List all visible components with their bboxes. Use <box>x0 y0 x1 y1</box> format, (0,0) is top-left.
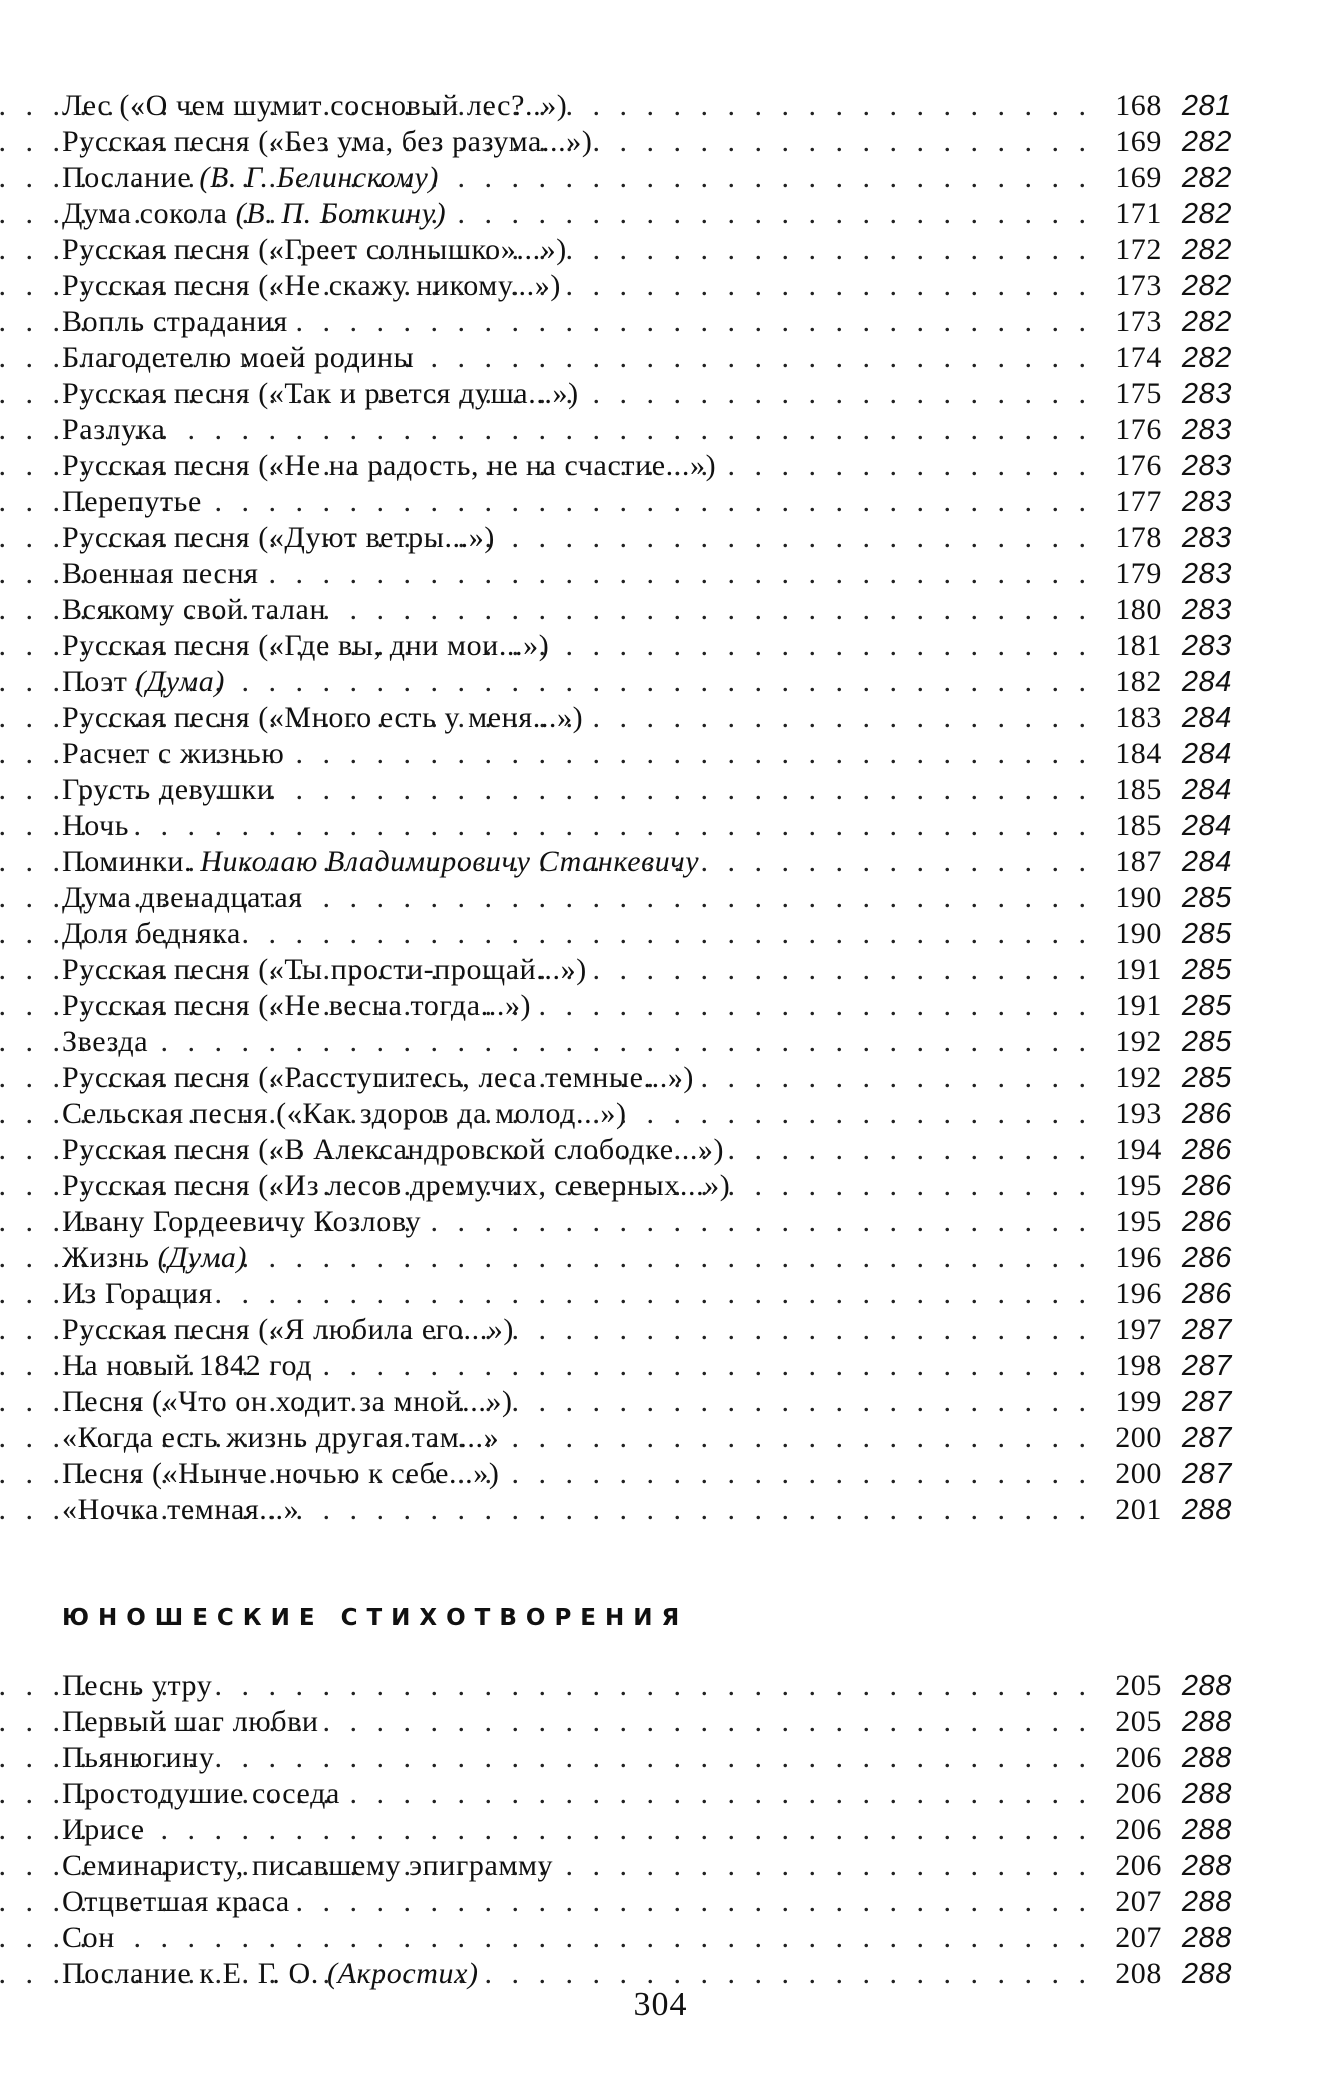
entry-title-text: Русская песня («Расступитесь, леса темные...») <box>62 1061 695 1094</box>
entry-title-text: Русская песня («Дуют ветры...») <box>62 521 495 554</box>
entry-title-text: Русская песня («Греет солнышко»...») <box>62 233 567 266</box>
dot-leader <box>235 664 1086 700</box>
toc-entry <box>62 700 1232 736</box>
entry-comment-page: 286 <box>1181 1278 1232 1310</box>
entry-page-number: 172 <box>1115 233 1162 266</box>
toc-entry <box>62 1384 1232 1420</box>
toc-entry <box>62 304 1232 340</box>
entry-comment-page: 282 <box>1181 270 1232 302</box>
dot-leader <box>505 520 1086 556</box>
entry-page-number: 201 <box>1115 1493 1162 1526</box>
entry-title-text: Военная песня <box>62 557 259 590</box>
entry-title-text: Пьянюгину <box>62 1741 215 1774</box>
toc-entry <box>62 160 1232 196</box>
entry-title-italic: (В. П. Боткину) <box>235 197 447 230</box>
entry-comment-page: 283 <box>1181 414 1232 446</box>
toc-entry <box>62 772 1232 808</box>
entry-title-text: Русская песня («Я любила его...») <box>62 1313 514 1346</box>
dot-leader <box>524 1312 1086 1348</box>
entry-title-text: Лес («О чем шумит сосновый лес?..») <box>62 89 568 122</box>
contents-list-section <box>62 1668 1232 1992</box>
toc-entry <box>62 592 1232 628</box>
entry-page-number: 191 <box>1115 953 1162 986</box>
entry-page-number: 193 <box>1115 1097 1162 1130</box>
dot-leader <box>509 1456 1086 1492</box>
dot-leader <box>313 880 1086 916</box>
dot-leader <box>223 1276 1086 1312</box>
toc-entry <box>62 808 1232 844</box>
entry-comment-page: 285 <box>1181 882 1232 914</box>
entry-title-text: Поэт <box>62 665 128 698</box>
dot-leader <box>593 700 1086 736</box>
entry-title-text: Доля бедняка <box>62 917 241 950</box>
entry-comment-page: 287 <box>1181 1422 1232 1454</box>
entry-page-number: 200 <box>1115 1421 1162 1454</box>
toc-entry <box>62 1420 1232 1456</box>
entry-page-number: 176 <box>1115 449 1162 482</box>
toc-entry <box>62 1884 1232 1920</box>
entry-comment-page: 285 <box>1181 954 1232 986</box>
entry-comment-page: 282 <box>1181 126 1232 158</box>
entry-comment-page: 283 <box>1181 450 1232 482</box>
dot-leader <box>431 1204 1086 1240</box>
entry-title-text: Послание <box>62 161 192 194</box>
toc-entry <box>62 1132 1232 1168</box>
entry-title-text: Русская песня («Ты прости-прощай...») <box>62 953 587 986</box>
dot-leader <box>309 1492 1086 1528</box>
entry-page-number: 198 <box>1115 1349 1162 1382</box>
toc-entry <box>62 1456 1232 1492</box>
dot-leader <box>709 844 1086 880</box>
entry-page-number: 208 <box>1115 1957 1162 1990</box>
toc-entry <box>62 952 1232 988</box>
entry-comment-page: 285 <box>1181 990 1232 1022</box>
entry-title-text: Ирисе <box>62 1813 145 1846</box>
entry-comment-page: 288 <box>1181 1922 1232 1954</box>
entry-title-text: Послание к Е. Г. О. <box>62 1957 319 1990</box>
entry-comment-page: 287 <box>1181 1386 1232 1418</box>
dot-leader <box>523 1384 1086 1420</box>
entry-title-italic: Николаю Владимировичу Станкевичу <box>200 845 700 878</box>
entry-comment-page: 288 <box>1181 1886 1232 1918</box>
toc-entry <box>62 196 1232 232</box>
entry-title-italic: (Дума) <box>157 1241 248 1274</box>
toc-entry <box>62 1204 1232 1240</box>
entry-page-number: 206 <box>1115 1849 1162 1882</box>
toc-entry <box>62 1312 1232 1348</box>
entry-page-number: 206 <box>1115 1741 1162 1774</box>
dot-leader <box>456 196 1086 232</box>
toc-entry <box>62 448 1232 484</box>
entry-title-text: На новый 1842 год <box>62 1349 313 1382</box>
dot-leader <box>251 916 1086 952</box>
toc-entry <box>62 916 1232 952</box>
dot-leader <box>559 628 1086 664</box>
entry-title-text: Русская песня («Не скажу никому...») <box>62 269 561 302</box>
toc-entry <box>62 1492 1232 1528</box>
entry-page-number: 190 <box>1115 917 1162 950</box>
entry-comment-page: 288 <box>1181 1494 1232 1526</box>
toc-entry <box>62 664 1232 700</box>
dot-leader <box>589 376 1086 412</box>
section-heading: ЮНОШЕСКИЕ СТИХОТВОРЕНИЯ <box>62 1605 689 1631</box>
entry-title-text: Песнь утру <box>62 1669 213 1702</box>
entry-page-number: 176 <box>1115 413 1162 446</box>
entry-page-number: 174 <box>1115 341 1162 374</box>
dot-leader <box>298 304 1086 340</box>
dot-leader <box>212 484 1086 520</box>
dot-leader <box>726 448 1086 484</box>
entry-page-number: 185 <box>1115 809 1162 842</box>
dot-leader <box>637 1096 1086 1132</box>
entry-title-text: Звезда <box>62 1025 149 1058</box>
entry-title-text: Русская песня («Так и рвется душа...») <box>62 377 579 410</box>
entry-comment-page: 282 <box>1181 162 1232 194</box>
entry-page-number: 195 <box>1115 1205 1162 1238</box>
entry-comment-page: 282 <box>1181 198 1232 230</box>
entry-comment-page: 286 <box>1181 1206 1232 1238</box>
entry-page-number: 175 <box>1115 377 1162 410</box>
entry-title-text: Русская песня («Не весна тогда...») <box>62 989 532 1022</box>
entry-title-text: Расчет с жизнью <box>62 737 285 770</box>
entry-page-number: 185 <box>1115 773 1162 806</box>
entry-page-number: 168 <box>1115 89 1162 122</box>
entry-comment-page: 284 <box>1181 702 1232 734</box>
entry-comment-page: 281 <box>1181 90 1232 122</box>
table-of-contents <box>62 88 1232 1992</box>
dot-leader <box>602 124 1086 160</box>
dot-leader <box>563 1848 1086 1884</box>
entry-page-number: 171 <box>1115 197 1162 230</box>
entry-title-text: Грусть девушки <box>62 773 274 806</box>
entry-title-text: Благодетелю моей родины <box>62 341 415 374</box>
contents-list-top <box>62 88 1232 1528</box>
entry-page-number: 169 <box>1115 125 1162 158</box>
toc-entry <box>62 880 1232 916</box>
entry-page-number: 191 <box>1115 989 1162 1022</box>
entry-page-number: 206 <box>1115 1813 1162 1846</box>
toc-entry <box>62 520 1232 556</box>
entry-comment-page: 284 <box>1181 810 1232 842</box>
entry-title-text: Сельская песня («Как здоров да молод...») <box>62 1097 627 1130</box>
entry-page-number: 178 <box>1115 521 1162 554</box>
entry-comment-page: 287 <box>1181 1458 1232 1490</box>
entry-title-text: Первый шаг любви <box>62 1705 319 1738</box>
entry-page-number: 173 <box>1115 305 1162 338</box>
entry-page-number: 192 <box>1115 1061 1162 1094</box>
entry-title-text: Поминки. <box>62 845 193 878</box>
dot-leader <box>350 1776 1086 1812</box>
dot-leader <box>155 1812 1086 1848</box>
toc-entry <box>62 1024 1232 1060</box>
entry-page-number: 205 <box>1115 1669 1162 1702</box>
toc-entry <box>62 376 1232 412</box>
entry-title-text: Ивану Гордеевичу Козлову <box>62 1205 422 1238</box>
entry-comment-page: 285 <box>1181 1026 1232 1058</box>
dot-leader <box>704 1060 1086 1096</box>
toc-entry <box>62 1240 1232 1276</box>
entry-page-number: 192 <box>1115 1025 1162 1058</box>
entry-page-number: 199 <box>1115 1385 1162 1418</box>
entry-title-text: Разлука <box>62 413 166 446</box>
entry-comment-page: 283 <box>1181 486 1232 518</box>
toc-entry <box>62 268 1232 304</box>
toc-entry <box>62 1276 1232 1312</box>
toc-entry <box>62 844 1232 880</box>
entry-comment-page: 282 <box>1181 306 1232 338</box>
entry-comment-page: 288 <box>1181 1958 1232 1990</box>
dot-leader <box>577 232 1086 268</box>
entry-title-text: Отцветшая краса <box>62 1885 290 1918</box>
entry-page-number: 187 <box>1115 845 1162 878</box>
entry-comment-page: 288 <box>1181 1778 1232 1810</box>
toc-entry <box>62 1668 1232 1704</box>
toc-entry <box>62 628 1232 664</box>
entry-title-text: Дума двенадцатая <box>62 881 303 914</box>
entry-comment-page: 284 <box>1181 666 1232 698</box>
dot-leader <box>257 1240 1086 1276</box>
entry-page-number: 173 <box>1115 269 1162 302</box>
toc-entry <box>62 1060 1232 1096</box>
dot-leader <box>125 1920 1086 1956</box>
dot-leader <box>175 412 1086 448</box>
dot-leader <box>509 1420 1086 1456</box>
entry-title-italic: (В. Г. Белинскому) <box>199 161 440 194</box>
entry-title-text: Всякому свой талан <box>62 593 327 626</box>
toc-entry <box>62 1168 1232 1204</box>
entry-page-number: 182 <box>1115 665 1162 698</box>
dot-leader <box>139 808 1086 844</box>
entry-comment-page: 288 <box>1181 1670 1232 1702</box>
entry-comment-page: 282 <box>1181 342 1232 374</box>
toc-entry <box>62 412 1232 448</box>
entry-comment-page: 283 <box>1181 630 1232 662</box>
entry-page-number: 197 <box>1115 1313 1162 1346</box>
dot-leader <box>284 772 1086 808</box>
toc-entry <box>62 1848 1232 1884</box>
entry-comment-page: 288 <box>1181 1742 1232 1774</box>
entry-title-text: Жизнь <box>62 1241 150 1274</box>
entry-page-number: 196 <box>1115 1241 1162 1274</box>
entry-title-text: Русская песня («В Александровской слободке...») <box>62 1133 725 1166</box>
dot-leader <box>222 1668 1086 1704</box>
entry-title-text: Русская песня («Не на радость, не на счастие...») <box>62 449 717 482</box>
entry-comment-page: 283 <box>1181 558 1232 590</box>
entry-page-number: 206 <box>1115 1777 1162 1810</box>
dot-leader <box>322 1348 1086 1384</box>
toc-entry <box>62 1776 1232 1812</box>
entry-title-text: «Ночка темная...» <box>62 1493 300 1526</box>
entry-comment-page: 283 <box>1181 594 1232 626</box>
dot-leader <box>740 1168 1086 1204</box>
toc-entry <box>62 484 1232 520</box>
entry-comment-page: 288 <box>1181 1706 1232 1738</box>
entry-title-text: Русская песня («Из лесов дремучих, северных...») <box>62 1169 731 1202</box>
entry-page-number: 194 <box>1115 1133 1162 1166</box>
toc-entry <box>62 1740 1232 1776</box>
dot-leader <box>329 1704 1086 1740</box>
entry-page-number: 179 <box>1115 557 1162 590</box>
entry-title-text: «Когда есть жизнь другая там...» <box>62 1421 500 1454</box>
toc-entry <box>62 988 1232 1024</box>
dot-leader <box>424 340 1086 376</box>
entry-title-text: Вопль страдания <box>62 305 288 338</box>
dot-leader <box>734 1132 1086 1168</box>
entry-page-number: 184 <box>1115 737 1162 770</box>
toc-entry <box>62 88 1232 124</box>
entry-title-text: Дума сокола <box>62 197 228 230</box>
page-number: 304 <box>633 1986 688 2023</box>
entry-page-number: 196 <box>1115 1277 1162 1310</box>
toc-entry <box>62 736 1232 772</box>
dot-leader <box>597 952 1086 988</box>
entry-page-number: 169 <box>1115 161 1162 194</box>
entry-comment-page: 283 <box>1181 378 1232 410</box>
toc-entry <box>62 340 1232 376</box>
entry-comment-page: 283 <box>1181 522 1232 554</box>
entry-comment-page: 286 <box>1181 1242 1232 1274</box>
entry-page-number: 207 <box>1115 1885 1162 1918</box>
entry-comment-page: 288 <box>1181 1814 1232 1846</box>
entry-title-text: Песня («Что он ходит за мной...») <box>62 1385 513 1418</box>
entry-comment-page: 287 <box>1181 1350 1232 1382</box>
toc-entry <box>62 1920 1232 1956</box>
entry-page-number: 195 <box>1115 1169 1162 1202</box>
dot-leader <box>336 592 1086 628</box>
dot-leader <box>294 736 1086 772</box>
dot-leader <box>571 268 1086 304</box>
toc-entry <box>62 1096 1232 1132</box>
entry-title-text: Русская песня («Где вы, дни мои...») <box>62 629 550 662</box>
entry-comment-page: 286 <box>1181 1098 1232 1130</box>
entry-page-number: 200 <box>1115 1457 1162 1490</box>
entry-title-text: Русская песня («Без ума, без разума...») <box>62 125 593 158</box>
entry-title-italic: (Акростих) <box>326 1957 479 1990</box>
dot-leader <box>449 160 1086 196</box>
entry-comment-page: 284 <box>1181 738 1232 770</box>
entry-page-number: 207 <box>1115 1921 1162 1954</box>
entry-title-text: Простодушие соседа <box>62 1777 340 1810</box>
entry-title-text: Сон <box>62 1921 115 1954</box>
entry-comment-page: 287 <box>1181 1314 1232 1346</box>
entry-page-number: 180 <box>1115 593 1162 626</box>
entry-comment-page: 285 <box>1181 918 1232 950</box>
dot-leader <box>577 88 1086 124</box>
entry-page-number: 181 <box>1115 629 1162 662</box>
dot-leader <box>158 1024 1086 1060</box>
entry-title-text: Семинаристу, писавшему эпиграмму <box>62 1849 554 1882</box>
dot-leader <box>300 1884 1086 1920</box>
dot-leader <box>269 556 1086 592</box>
entry-page-number: 205 <box>1115 1705 1162 1738</box>
entry-comment-page: 282 <box>1181 234 1232 266</box>
entry-page-number: 177 <box>1115 485 1162 518</box>
entry-comment-page: 284 <box>1181 774 1232 806</box>
entry-comment-page: 288 <box>1181 1850 1232 1882</box>
entry-comment-page: 286 <box>1181 1134 1232 1166</box>
toc-entry <box>62 556 1232 592</box>
dot-leader <box>541 988 1086 1024</box>
entry-page-number: 183 <box>1115 701 1162 734</box>
entry-comment-page: 286 <box>1181 1170 1232 1202</box>
entry-comment-page: 284 <box>1181 846 1232 878</box>
toc-entry <box>62 1704 1232 1740</box>
entry-title-text: Перепутье <box>62 485 202 518</box>
entry-title-text: Из Горация <box>62 1277 213 1310</box>
entry-page-number: 190 <box>1115 881 1162 914</box>
entry-title-text: Русская песня («Много есть у меня...») <box>62 701 584 734</box>
entry-title-text: Ночь <box>62 809 130 842</box>
toc-entry <box>62 232 1232 268</box>
toc-entry <box>62 1348 1232 1384</box>
entry-title-italic: (Дума) <box>135 665 225 698</box>
toc-entry <box>62 1812 1232 1848</box>
entry-comment-page: 285 <box>1181 1062 1232 1094</box>
dot-leader <box>224 1740 1086 1776</box>
entry-title-text: Песня («Нынче ночью к себе...») <box>62 1457 500 1490</box>
toc-entry <box>62 124 1232 160</box>
